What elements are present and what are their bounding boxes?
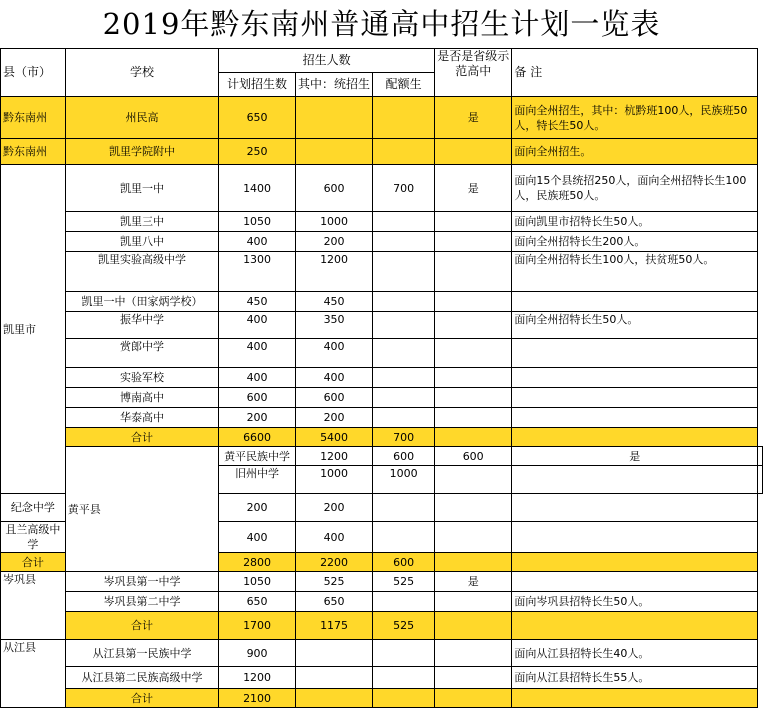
school-cell: 凯里学院附中 bbox=[65, 139, 219, 165]
plan-cell: 1000 bbox=[295, 466, 373, 494]
remark-cell bbox=[512, 572, 758, 592]
plan-cell: 1200 bbox=[219, 667, 296, 689]
remark-cell: 面向全州招生，其中：杭黔班100人，民族班50人，特长生50人。 bbox=[512, 97, 758, 139]
table-row bbox=[1, 640, 763, 667]
quota-cell bbox=[373, 292, 435, 312]
quota-cell bbox=[373, 252, 435, 292]
remark-cell: 面向全州招特长生200人。 bbox=[512, 232, 758, 252]
remark-cell bbox=[512, 368, 758, 388]
unified-cell bbox=[295, 667, 373, 689]
demo-cell: 是 bbox=[434, 572, 511, 592]
subtotal-row bbox=[1, 428, 763, 447]
table-row bbox=[1, 667, 763, 689]
unified-cell: 600 bbox=[373, 447, 435, 466]
school-cell: 赏郎中学 bbox=[65, 339, 219, 368]
plan-cell: 400 bbox=[219, 312, 296, 339]
plan-cell: 400 bbox=[219, 232, 296, 252]
school-cell: 博南高中 bbox=[65, 388, 219, 408]
demo-cell bbox=[434, 640, 511, 667]
remark-cell: 面向全州招特长生100人，扶贫班50人。 bbox=[512, 252, 758, 292]
unified-cell: 200 bbox=[295, 232, 373, 252]
remark-cell bbox=[512, 292, 758, 312]
quota-cell bbox=[373, 368, 435, 388]
unified-cell: 650 bbox=[295, 592, 373, 612]
unified-cell bbox=[295, 640, 373, 667]
header-quota: 配额生 bbox=[373, 73, 435, 97]
table-row bbox=[1, 139, 763, 165]
demo-cell: 是 bbox=[434, 165, 511, 212]
header-county: 县（市） bbox=[1, 49, 66, 97]
plan-cell: 200 bbox=[219, 494, 296, 522]
table-row bbox=[1, 165, 763, 212]
school-cell: 从江县第一民族中学 bbox=[65, 640, 219, 667]
demo-cell bbox=[434, 139, 511, 165]
school-cell: 凯里一中（田家炳学校） bbox=[65, 292, 219, 312]
county-cell-huangping: 黄平县 bbox=[65, 447, 219, 572]
table-row bbox=[1, 592, 763, 612]
county-cell-cengong: 岑巩县 bbox=[1, 572, 66, 640]
remark-cell bbox=[512, 612, 758, 640]
remark-cell bbox=[512, 428, 758, 447]
demo-cell bbox=[512, 466, 758, 494]
unified-cell: 350 bbox=[295, 312, 373, 339]
subtotal-row bbox=[1, 689, 763, 708]
county-cell-congjiang: 从江县 bbox=[1, 640, 66, 708]
school-cell: 实验军校 bbox=[65, 368, 219, 388]
remark-cell bbox=[512, 689, 758, 708]
remark-cell: 面向全州招生。 bbox=[512, 139, 758, 165]
demo-cell bbox=[434, 408, 511, 428]
table-row bbox=[1, 572, 763, 592]
plan-cell: 650 bbox=[219, 592, 296, 612]
demo-cell bbox=[434, 494, 511, 522]
plan-cell: 400 bbox=[219, 522, 296, 553]
county-cell-kaili: 凯里市 bbox=[1, 165, 66, 494]
demo-cell bbox=[434, 312, 511, 339]
plan-cell: 6600 bbox=[219, 428, 296, 447]
quota-cell: 525 bbox=[373, 612, 435, 640]
quota-cell bbox=[373, 212, 435, 232]
school-cell: 岑巩县第二中学 bbox=[65, 592, 219, 612]
table-row bbox=[1, 252, 763, 292]
table-row bbox=[1, 447, 763, 466]
quota-cell bbox=[373, 494, 435, 522]
quota-cell: 700 bbox=[373, 165, 435, 212]
county-cell: 黔东南州 bbox=[1, 139, 66, 165]
plan-cell: 1400 bbox=[219, 165, 296, 212]
quota-cell bbox=[373, 522, 435, 553]
school-cell: 州民高 bbox=[65, 97, 219, 139]
demo-cell bbox=[434, 612, 511, 640]
quota-cell bbox=[373, 232, 435, 252]
remark-cell: 面向凯里市招特长生50人。 bbox=[512, 212, 758, 232]
plan-cell: 1200 bbox=[295, 447, 373, 466]
quota-cell bbox=[373, 640, 435, 667]
school-cell: 合计 bbox=[65, 612, 219, 640]
remark-cell: 面向岑巩县招特长生50人。 bbox=[512, 592, 758, 612]
demo-cell bbox=[434, 252, 511, 292]
demo-cell bbox=[434, 212, 511, 232]
enrollment-table bbox=[0, 48, 763, 708]
quota-cell bbox=[373, 408, 435, 428]
school-cell: 凯里八中 bbox=[65, 232, 219, 252]
remark-cell bbox=[758, 447, 763, 466]
header-unified: 其中：统招生 bbox=[295, 73, 373, 97]
school-cell: 从江县第二民族高级中学 bbox=[65, 667, 219, 689]
remark-cell bbox=[512, 522, 758, 553]
unified-cell: 400 bbox=[295, 368, 373, 388]
quota-cell bbox=[373, 312, 435, 339]
plan-cell: 1700 bbox=[219, 612, 296, 640]
table-row bbox=[1, 388, 763, 408]
remark-cell bbox=[512, 408, 758, 428]
remark-cell: 面向15个县统招250人，面向全州招特长生100人，民族班50人。 bbox=[512, 165, 758, 212]
table-row bbox=[1, 368, 763, 388]
school-cell: 且兰高级中学 bbox=[1, 522, 66, 553]
table-row bbox=[1, 339, 763, 368]
demo-cell: 是 bbox=[512, 447, 758, 466]
plan-cell: 250 bbox=[219, 139, 296, 165]
quota-cell bbox=[373, 339, 435, 368]
quota-cell: 600 bbox=[373, 553, 435, 572]
demo-cell bbox=[434, 292, 511, 312]
remark-cell: 面向从江县招特长生55人。 bbox=[512, 667, 758, 689]
plan-cell: 200 bbox=[219, 408, 296, 428]
unified-cell: 1000 bbox=[373, 466, 435, 494]
plan-cell: 400 bbox=[219, 339, 296, 368]
table-row bbox=[1, 408, 763, 428]
plan-cell: 400 bbox=[219, 368, 296, 388]
demo-cell bbox=[434, 667, 511, 689]
school-cell: 合计 bbox=[65, 689, 219, 708]
plan-cell: 2800 bbox=[219, 553, 296, 572]
header-plan: 计划招生数 bbox=[219, 73, 296, 97]
plan-cell: 1050 bbox=[219, 572, 296, 592]
unified-cell: 1200 bbox=[295, 252, 373, 292]
remark-cell: 面向从江县招特长生40人。 bbox=[512, 640, 758, 667]
header-enroll: 招生人数 bbox=[219, 49, 435, 73]
unified-cell bbox=[295, 97, 373, 139]
header-school: 学校 bbox=[65, 49, 219, 97]
school-cell: 凯里实验高级中学 bbox=[65, 252, 219, 292]
quota-cell: 600 bbox=[434, 447, 511, 466]
header-demo: 是否是省级示范高中 bbox=[434, 49, 511, 97]
quota-cell bbox=[373, 139, 435, 165]
demo-cell bbox=[434, 232, 511, 252]
demo-cell bbox=[434, 339, 511, 368]
table-row bbox=[1, 312, 763, 339]
plan-cell: 1300 bbox=[219, 252, 296, 292]
unified-cell: 600 bbox=[295, 165, 373, 212]
demo-cell bbox=[434, 368, 511, 388]
remark-cell bbox=[512, 388, 758, 408]
remark-cell bbox=[758, 466, 763, 494]
school-cell: 岑巩县第一中学 bbox=[65, 572, 219, 592]
header-remarks: 备 注 bbox=[512, 49, 758, 97]
table-row bbox=[1, 292, 763, 312]
demo-cell bbox=[434, 553, 511, 572]
demo-cell bbox=[434, 428, 511, 447]
quota-cell bbox=[373, 667, 435, 689]
unified-cell: 1000 bbox=[295, 212, 373, 232]
plan-cell: 900 bbox=[219, 640, 296, 667]
subtotal-row bbox=[1, 612, 763, 640]
plan-cell: 600 bbox=[219, 388, 296, 408]
demo-cell bbox=[434, 388, 511, 408]
unified-cell bbox=[295, 139, 373, 165]
remark-cell bbox=[512, 339, 758, 368]
county-cell: 黔东南州 bbox=[1, 97, 66, 139]
plan-cell: 1050 bbox=[219, 212, 296, 232]
unified-cell: 400 bbox=[295, 522, 373, 553]
demo-cell bbox=[434, 592, 511, 612]
school-cell: 振华中学 bbox=[65, 312, 219, 339]
school-cell: 合计 bbox=[65, 428, 219, 447]
school-cell: 凯里一中 bbox=[65, 165, 219, 212]
school-cell: 凯里三中 bbox=[65, 212, 219, 232]
quota-cell bbox=[373, 592, 435, 612]
remark-cell bbox=[512, 494, 758, 522]
demo-cell bbox=[434, 522, 511, 553]
remark-cell: 面向全州招特长生50人。 bbox=[512, 312, 758, 339]
school-cell: 合计 bbox=[1, 553, 66, 572]
school-cell: 华泰高中 bbox=[65, 408, 219, 428]
quota-cell: 700 bbox=[373, 428, 435, 447]
table-row bbox=[1, 232, 763, 252]
quota-cell bbox=[373, 97, 435, 139]
unified-cell: 1175 bbox=[295, 612, 373, 640]
plan-cell: 2100 bbox=[219, 689, 296, 708]
demo-cell: 是 bbox=[434, 97, 511, 139]
school-cell: 黄平民族中学 bbox=[219, 447, 296, 466]
plan-cell: 450 bbox=[219, 292, 296, 312]
table-row bbox=[1, 212, 763, 232]
unified-cell: 200 bbox=[295, 408, 373, 428]
unified-cell: 2200 bbox=[295, 553, 373, 572]
unified-cell: 450 bbox=[295, 292, 373, 312]
page-title: 2019年黔东南州普通高中招生计划一览表 bbox=[102, 7, 661, 41]
unified-cell: 200 bbox=[295, 494, 373, 522]
quota-cell: 525 bbox=[373, 572, 435, 592]
quota-cell bbox=[373, 689, 435, 708]
unified-cell bbox=[295, 689, 373, 708]
unified-cell: 600 bbox=[295, 388, 373, 408]
quota-cell bbox=[434, 466, 511, 494]
remark-cell bbox=[512, 553, 758, 572]
demo-cell bbox=[434, 689, 511, 708]
unified-cell: 525 bbox=[295, 572, 373, 592]
school-cell: 纪念中学 bbox=[1, 494, 66, 522]
unified-cell: 400 bbox=[295, 339, 373, 368]
school-cell: 旧州中学 bbox=[219, 466, 296, 494]
unified-cell: 5400 bbox=[295, 428, 373, 447]
quota-cell bbox=[373, 388, 435, 408]
plan-cell: 650 bbox=[219, 97, 296, 139]
table-row bbox=[1, 97, 763, 139]
